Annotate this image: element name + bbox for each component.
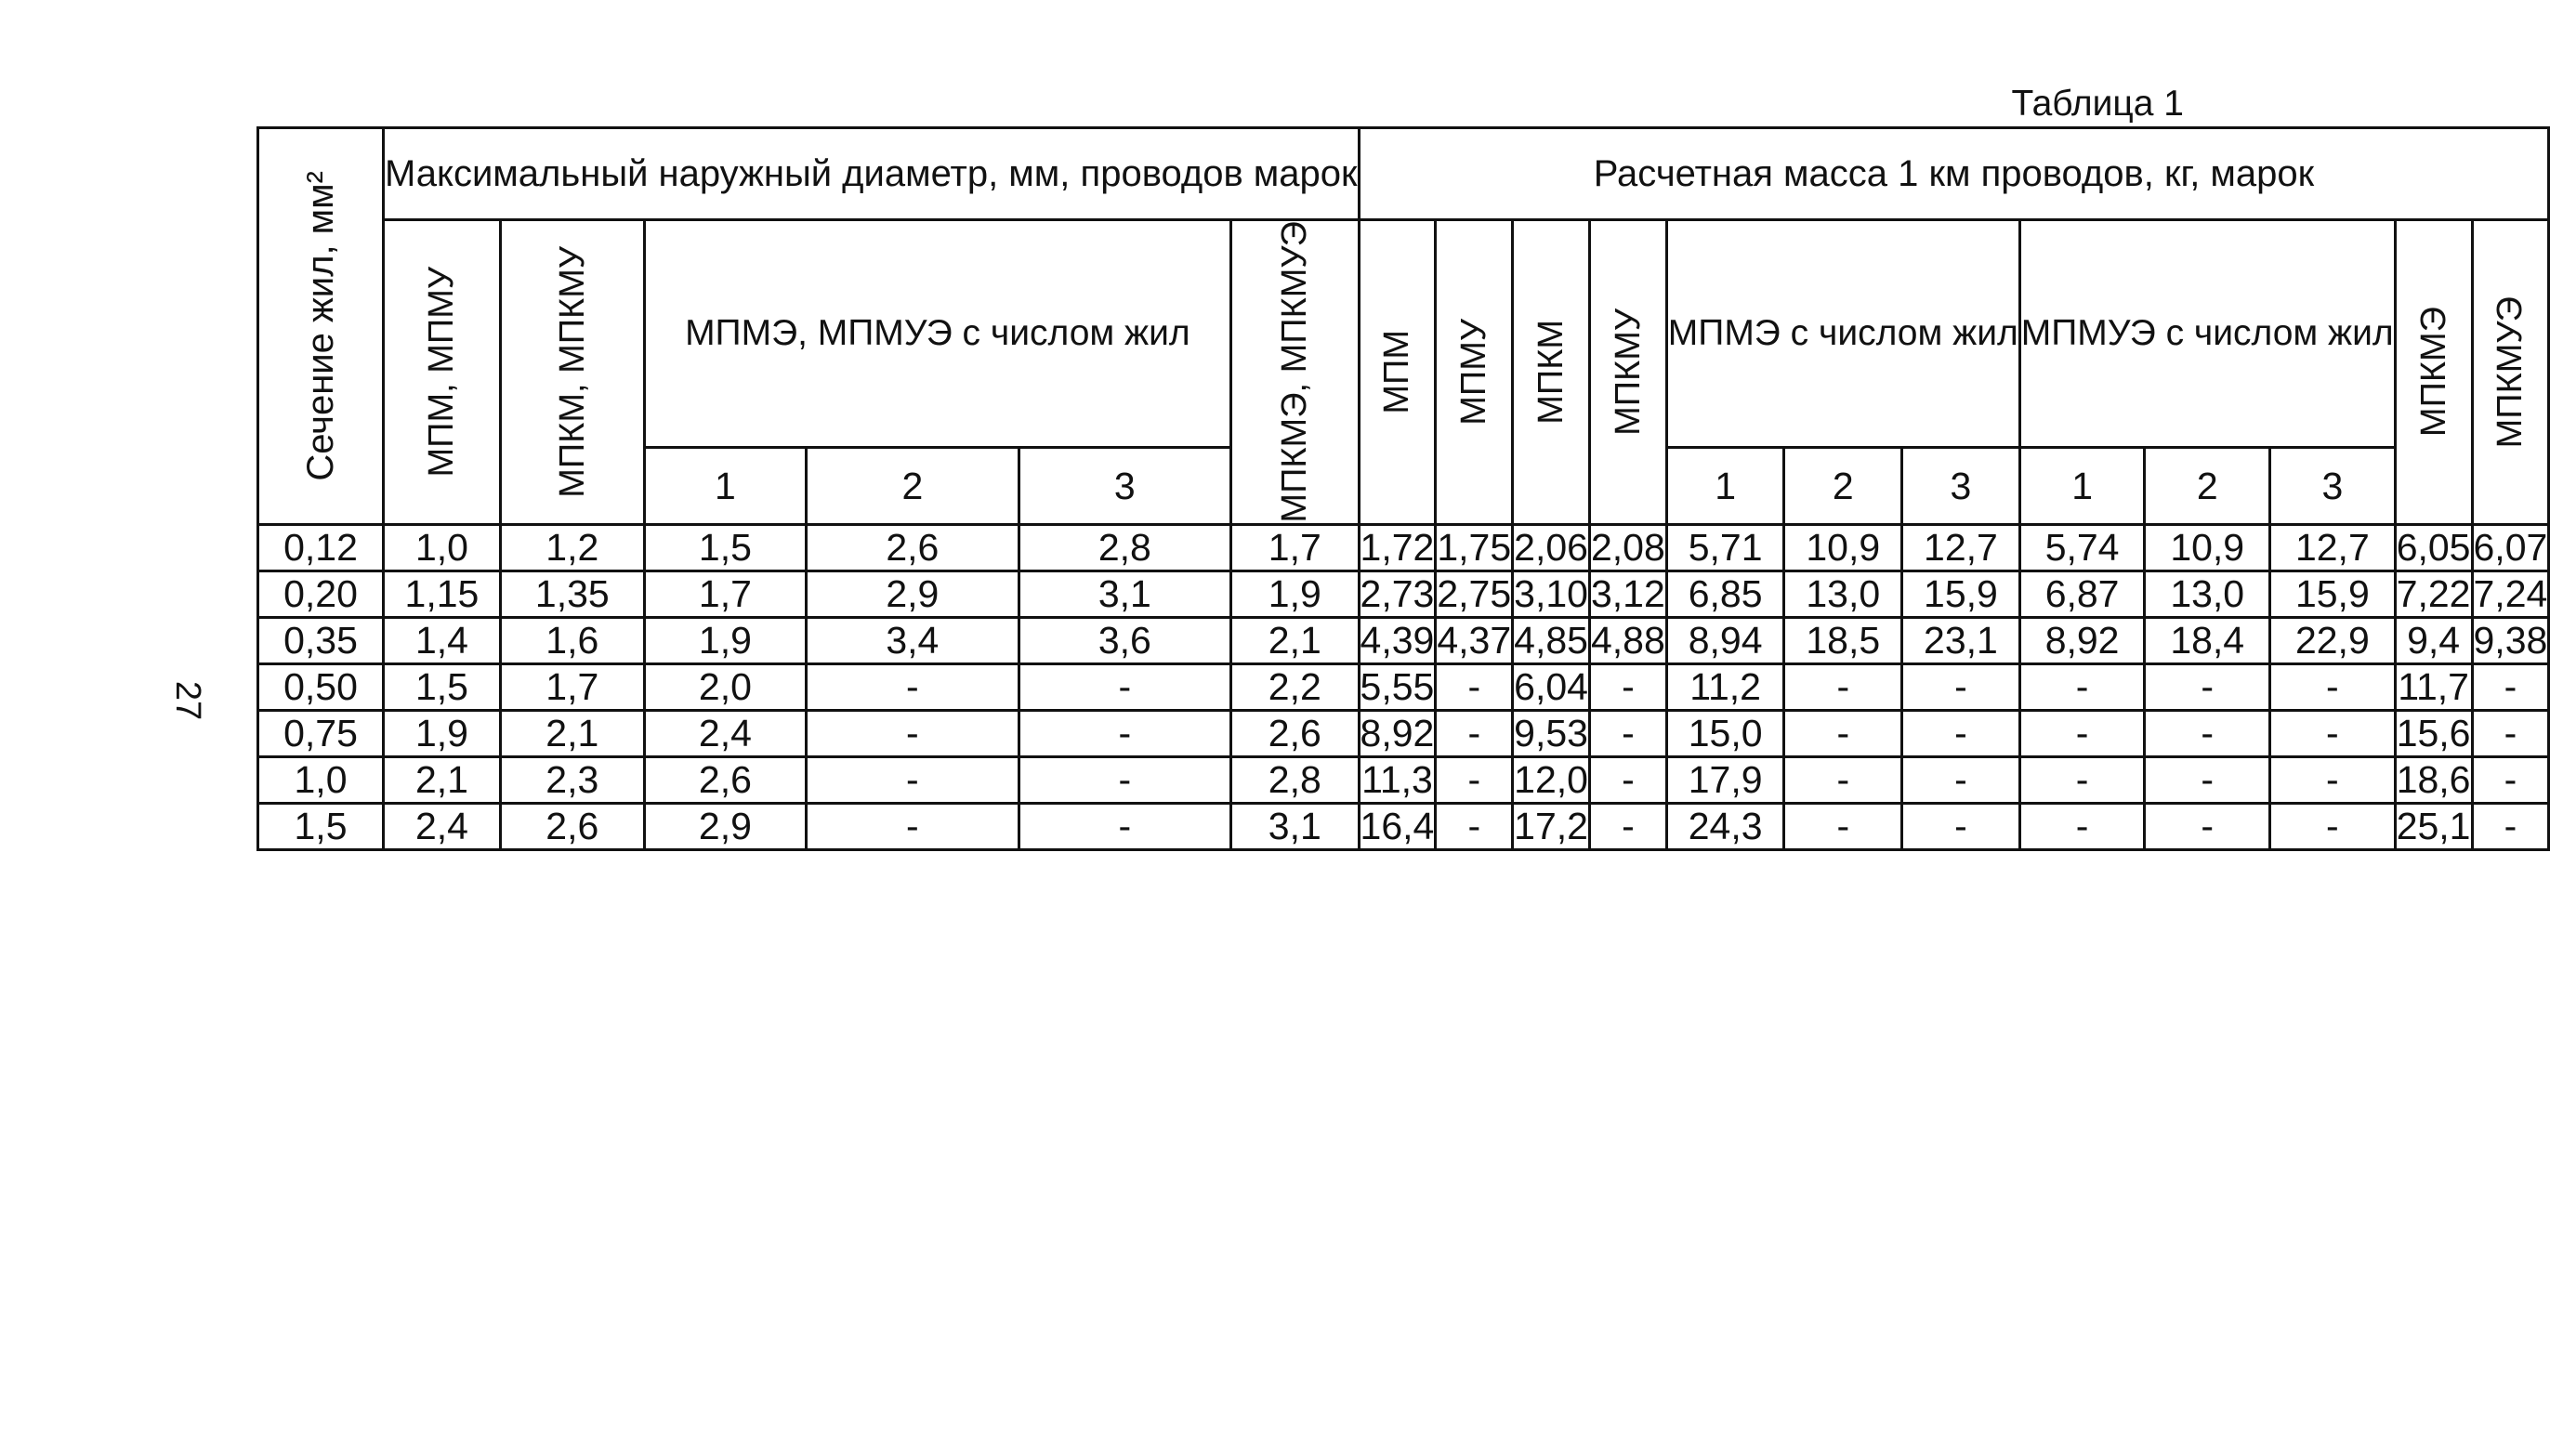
table-cell: 1,5 xyxy=(384,663,501,710)
table-cell: 11,7 xyxy=(2395,663,2472,710)
table-cell: - xyxy=(1784,663,1902,710)
table-cell: 1,6 xyxy=(500,617,644,663)
table-cell: 2,08 xyxy=(1590,526,1665,570)
table-cell: - xyxy=(1436,803,1513,849)
table-cell: 3,1 xyxy=(1231,803,1359,849)
table-cell: 4,39 xyxy=(1360,619,1435,662)
table-cell: 3,10 xyxy=(1514,572,1588,616)
table-cell: 2,1 xyxy=(384,756,501,803)
table-cell: 5,74 xyxy=(2019,524,2145,571)
table-cell: - xyxy=(1902,663,2020,710)
table-cell: 1,7 xyxy=(644,571,806,617)
table-cell: 10,9 xyxy=(2145,524,2270,571)
table-cell: 6,85 xyxy=(1666,571,1784,617)
table-cell: - xyxy=(1784,756,1902,803)
table-cell: 15,9 xyxy=(1902,571,2020,617)
table-row xyxy=(258,524,2549,571)
col-header-mass-mpkme: МПКМЭ xyxy=(2395,220,2472,525)
table-cell: 2,6 xyxy=(1231,710,1359,756)
table-row xyxy=(258,710,2549,756)
table-cell: - xyxy=(1019,663,1230,710)
table-cell: 2,3 xyxy=(500,756,644,803)
table-cell: 7,22 xyxy=(2396,572,2471,616)
core-count-header: 2 xyxy=(1784,447,1902,524)
table-cell: 12,7 xyxy=(1902,524,2020,571)
table-cell: - xyxy=(2270,756,2396,803)
table-cell: 1,7 xyxy=(1231,524,1359,571)
table-cell: - xyxy=(2472,756,2549,803)
table-cell: - xyxy=(2019,710,2145,756)
table-cell: 1,2 xyxy=(500,524,644,571)
table-cell: - xyxy=(807,663,1019,710)
table-cell: 22,9 xyxy=(2270,617,2396,663)
table-cell: 3,4 xyxy=(807,617,1019,663)
table-cell: - xyxy=(2145,803,2270,849)
table-cell: 2,8 xyxy=(1231,756,1359,803)
table-cell: - xyxy=(2019,663,2145,710)
table-row xyxy=(258,571,2549,617)
table-cell: - xyxy=(2270,663,2396,710)
col-header-mass-mpkmu: МПКМУ xyxy=(1589,220,1666,525)
table-cell: - xyxy=(2270,803,2396,849)
table-cell: 3,1 xyxy=(1019,571,1230,617)
table-cell: 3,6 xyxy=(1019,617,1230,663)
table-cell: 2,1 xyxy=(500,710,644,756)
table-cell: 2,0 xyxy=(644,663,806,710)
table-cell: 17,9 xyxy=(1666,756,1784,803)
table-cell: - xyxy=(1902,756,2020,803)
table-body xyxy=(258,524,2549,849)
table-cell: 1,35 xyxy=(500,571,644,617)
table-row xyxy=(258,663,2549,710)
table-cell: 2,06 xyxy=(1514,526,1588,570)
col-header-mass-mpme: МПМЭ с числом жил xyxy=(1666,220,2019,448)
section-label: Сечение жил, мм² xyxy=(300,170,341,481)
row-section-cell: 0,20 xyxy=(258,571,384,617)
table-cell: - xyxy=(807,803,1019,849)
table-cell: 2,2 xyxy=(1231,663,1359,710)
table-cell: 5,71 xyxy=(1666,524,1784,571)
table-row xyxy=(258,617,2549,663)
table-cell: 3,12 xyxy=(1590,572,1665,616)
table-cell: - xyxy=(1589,803,1666,849)
table-cell: - xyxy=(2472,663,2549,710)
table-cell: 2,73 xyxy=(1360,572,1435,616)
table-cell: - xyxy=(1019,710,1230,756)
page-number: 27 xyxy=(168,680,207,721)
col-header-diam-mpkm-mpkmu: МПКМ, МПКМУ xyxy=(500,220,644,525)
table-row xyxy=(258,756,2549,803)
table-cell: 16,4 xyxy=(1360,805,1435,848)
table-cell: 2,9 xyxy=(644,803,806,849)
table-cell: 18,6 xyxy=(2396,758,2471,802)
table-cell: 18,5 xyxy=(1784,617,1902,663)
table-cell: 2,6 xyxy=(644,756,806,803)
table-cell: - xyxy=(1902,710,2020,756)
table-cell: - xyxy=(1902,803,2020,849)
table-cell: 1,0 xyxy=(384,524,501,571)
table-cell: 1,9 xyxy=(1231,571,1359,617)
table-cell: 9,38 xyxy=(2473,619,2548,662)
col-header-diam-mpm-mpmu: МПМ, МПМУ xyxy=(384,220,501,525)
table-cell: 15,0 xyxy=(1666,710,1784,756)
table-cell: 2,4 xyxy=(384,803,501,849)
col-header-mass-mpmu: МПМУ xyxy=(1436,220,1513,525)
table-cell: - xyxy=(1589,663,1666,710)
table-cell: - xyxy=(2270,710,2396,756)
col-header-mass-mpm: МПМ xyxy=(1359,220,1436,525)
table-cell: - xyxy=(1019,756,1230,803)
table-cell: 8,92 xyxy=(2019,617,2145,663)
table-cell: 6,07 xyxy=(2473,526,2548,570)
table-cell: 12,0 xyxy=(1514,758,1588,802)
table-cell: 15,9 xyxy=(2270,571,2396,617)
table-cell: 1,5 xyxy=(644,524,806,571)
core-count-header: 2 xyxy=(2145,447,2270,524)
table-cell: - xyxy=(1436,710,1513,756)
table-cell: 2,6 xyxy=(500,803,644,849)
table-cell: 8,92 xyxy=(1360,712,1435,755)
table-cell: 8,94 xyxy=(1666,617,1784,663)
table-cell: 17,2 xyxy=(1514,805,1588,848)
table-cell: - xyxy=(807,710,1019,756)
table-cell: 13,0 xyxy=(1784,571,1902,617)
table-cell: 1,9 xyxy=(384,710,501,756)
row-section-cell: 0,12 xyxy=(258,524,384,571)
core-count-header: 1 xyxy=(2019,447,2145,524)
col-header-mass-mpkmue: МПКМУЭ xyxy=(2472,220,2549,525)
core-count-header: 1 xyxy=(1666,447,1784,524)
core-count-header: 3 xyxy=(1019,447,1230,524)
table-cell: 1,9 xyxy=(644,617,806,663)
table-cell: 4,85 xyxy=(1514,619,1588,662)
table-cell: - xyxy=(1436,663,1513,710)
table-cell: 5,55 xyxy=(1360,665,1435,709)
table-cell: 11,2 xyxy=(1666,663,1784,710)
row-section-cell: 1,5 xyxy=(258,803,384,849)
table-cell: - xyxy=(807,756,1019,803)
table-cell: 18,4 xyxy=(2145,617,2270,663)
table-cell: 4,37 xyxy=(1437,619,1512,662)
table-cell: 6,04 xyxy=(1514,665,1588,709)
table-cell: 23,1 xyxy=(1902,617,2020,663)
table-cell: 2,4 xyxy=(644,710,806,756)
table-cell: - xyxy=(1589,756,1666,803)
table-cell: 1,4 xyxy=(384,617,501,663)
table-cell: - xyxy=(2019,803,2145,849)
table-cell: 11,3 xyxy=(1359,756,1436,803)
mass-group-header: Расчетная масса 1 км проводов, кг, марок xyxy=(1359,128,2549,220)
table-cell: 9,53 xyxy=(1514,712,1588,755)
table-cell: - xyxy=(2145,756,2270,803)
table-cell: 1,15 xyxy=(384,571,501,617)
table-cell: 12,7 xyxy=(2270,524,2396,571)
table-cell: 10,9 xyxy=(1784,524,1902,571)
section-header xyxy=(258,128,384,525)
table-caption: Таблица 1 xyxy=(2011,84,2184,124)
table-cell: 2,6 xyxy=(807,524,1019,571)
table-cell: - xyxy=(2472,710,2549,756)
table-cell: 6,05 xyxy=(2396,526,2471,570)
table-cell: 9,4 xyxy=(2395,617,2472,663)
core-count-header: 3 xyxy=(2270,447,2396,524)
table-cell: - xyxy=(1589,710,1666,756)
table-cell: 2,8 xyxy=(1019,524,1230,571)
table-cell: - xyxy=(1784,710,1902,756)
row-section-cell: 1,0 xyxy=(258,756,384,803)
table-cell: - xyxy=(1019,803,1230,849)
row-section-cell: 0,75 xyxy=(258,710,384,756)
table-cell: - xyxy=(1784,803,1902,849)
table-cell: 13,0 xyxy=(2145,571,2270,617)
table-cell: 1,72 xyxy=(1360,526,1435,570)
table-cell: 6,87 xyxy=(2019,571,2145,617)
row-section-cell: 0,50 xyxy=(258,663,384,710)
core-count-header: 2 xyxy=(807,447,1019,524)
table-cell: 15,6 xyxy=(2396,712,2471,755)
core-count-header: 1 xyxy=(644,447,806,524)
table-cell: - xyxy=(2145,710,2270,756)
table-cell: 24,3 xyxy=(1666,803,1784,849)
core-count-header: 3 xyxy=(1902,447,2020,524)
table-cell: 1,75 xyxy=(1437,526,1512,570)
table-cell: 1,7 xyxy=(500,663,644,710)
table-cell: - xyxy=(2019,756,2145,803)
table-cell: 25,1 xyxy=(2396,805,2471,848)
table-cell: - xyxy=(2145,663,2270,710)
table-cell: 2,9 xyxy=(807,571,1019,617)
table-cell: - xyxy=(1436,756,1513,803)
col-header-mass-mpmue: МПМУЭ с числом жил xyxy=(2019,220,2395,448)
col-header-diam-mpme-mpmue: МПМЭ, МПМУЭ с числом жил xyxy=(644,220,1230,448)
row-section-cell: 0,35 xyxy=(258,617,384,663)
table-cell: 2,75 xyxy=(1437,572,1512,616)
table-cell: 7,24 xyxy=(2473,572,2548,616)
table-cell: 4,88 xyxy=(1590,619,1665,662)
diameter-group-header: Максимальный наружный диаметр, мм, проводов марок xyxy=(384,128,1360,220)
table-row xyxy=(258,803,2549,849)
wire-specs-table xyxy=(256,126,2550,851)
col-header-mass-mpkm: МПКМ xyxy=(1513,220,1590,525)
col-header-diam-mpkme-mpkmue: МПКМЭ, МПКМУЭ xyxy=(1231,220,1359,525)
table-cell: - xyxy=(2472,803,2549,849)
table-cell: 2,1 xyxy=(1231,617,1359,663)
